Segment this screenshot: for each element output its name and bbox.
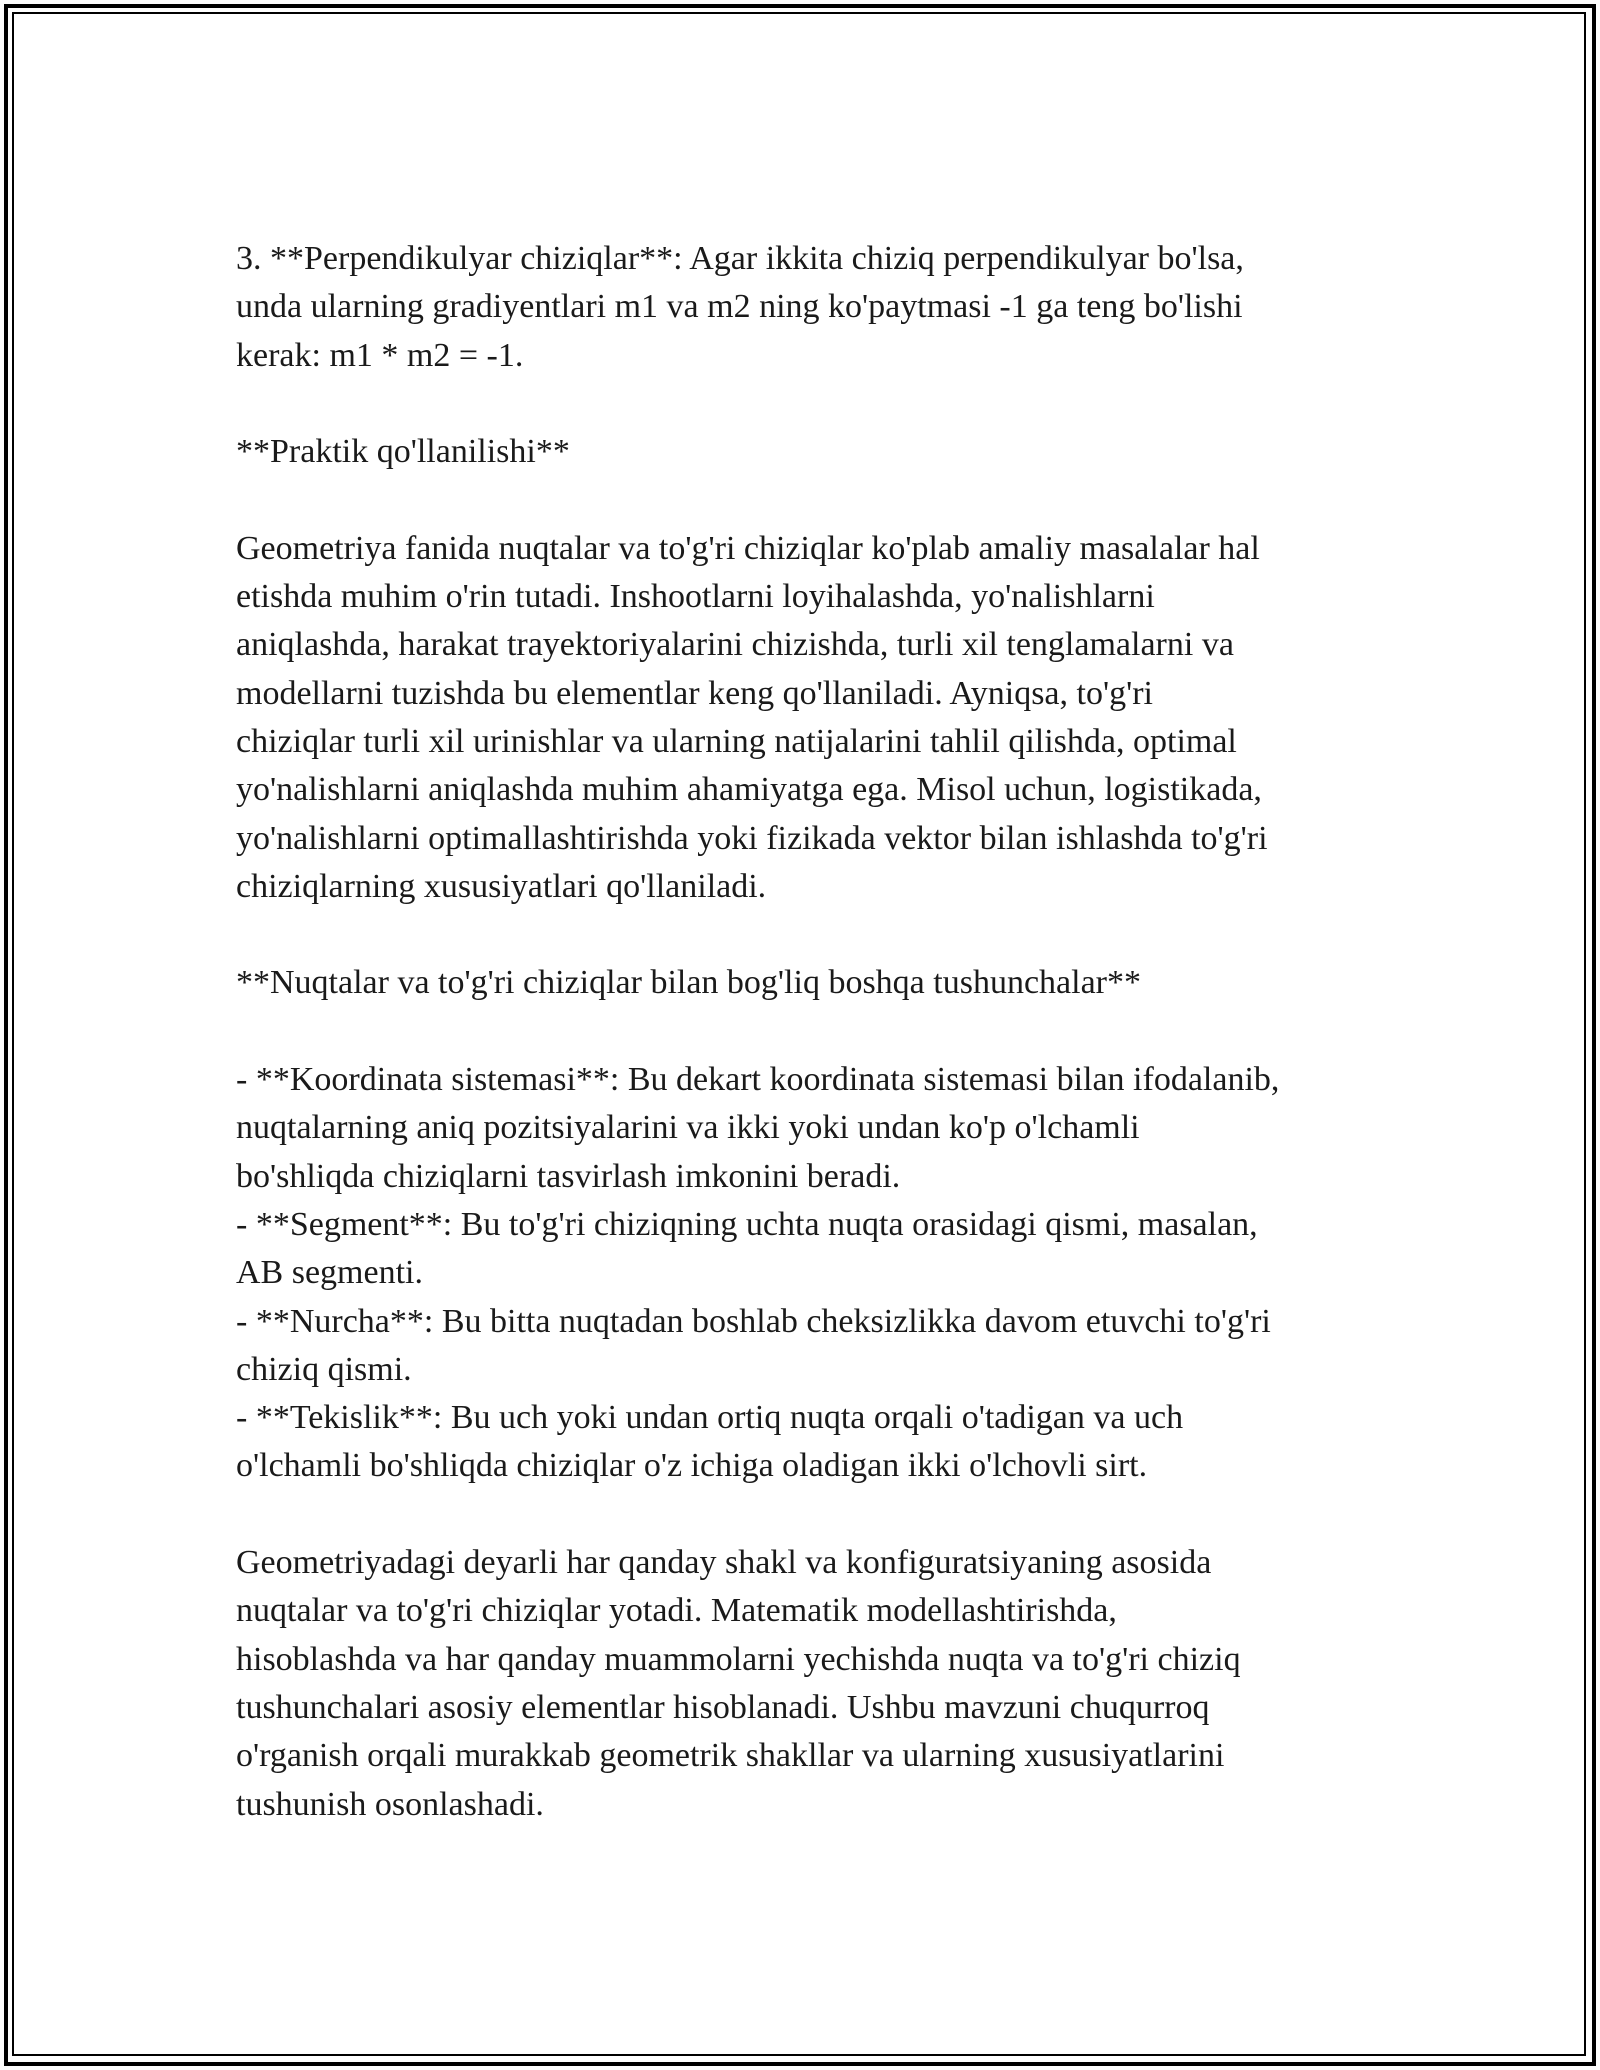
text-line: yo'nalishlarni optimallashtirishda yoki fizikada vektor bilan ishlashda to'g'ri: [236, 819, 1268, 857]
text-line: Geometriya fanida nuqtalar va to'g'ri chiziqlar ko'plab amaliy masalalar hal: [236, 529, 1260, 567]
list-related-concepts: [236, 1056, 1386, 1491]
heading-practical-use: [236, 428, 1386, 476]
text-line: o'rganish orqali murakkab geometrik shakllar va ularning xususiyatlarini: [236, 1737, 1225, 1775]
heading-related-concepts: [236, 959, 1386, 1007]
document-body: [236, 235, 1386, 1877]
list-item-line: chiziq qismi.: [236, 1350, 412, 1388]
paragraph-conclusion: [236, 1539, 1386, 1829]
list-item-line: - **Tekislik**: Bu uch yoki undan ortiq nuqta orqali o'tadigan va uch: [236, 1399, 1184, 1437]
text-line: yo'nalishlarni aniqlashda muhim ahamiyatga ega. Misol uchun, logistikada,: [236, 771, 1262, 809]
text-line: chiziqlarning xususiyatlari qo'llaniladi.: [236, 867, 767, 905]
text-line: etishda muhim o'rin tutadi. Inshootlarni loyihalashda, yo'nalishlarni: [236, 578, 1155, 616]
text-line: aniqlashda, harakat trayektoriyalarini chizishda, turli xil tenglamalarni va: [236, 626, 1234, 664]
text-line: hisoblashda va har qanday muammolarni yechishda nuqta va to'g'ri chiziq: [236, 1640, 1241, 1678]
list-item-line: nuqtalarning aniq pozitsiyalarini va ikki yoki undan ko'p o'lchamli: [236, 1109, 1140, 1147]
list-item-line: - **Segment**: Bu to'g'ri chiziqning uchta nuqta orasidagi qismi, masalan,: [236, 1205, 1258, 1243]
text-line: modellarni tuzishda bu elementlar keng qo'llaniladi. Ayniqsa, to'g'ri: [236, 674, 1153, 712]
paragraph-perpendicular-lines: [236, 235, 1386, 380]
text-line: tushunish osonlashadi.: [236, 1785, 544, 1823]
paragraph-practical-use: [236, 525, 1386, 911]
text-line: 3. **Perpendikulyar chiziqlar**: Agar ikkita chiziq perpendikulyar bo'lsa,: [236, 240, 1244, 277]
text-line: kerak: m1 * m2 = -1.: [236, 336, 524, 374]
text-line: nuqtalar va to'g'ri chiziqlar yotadi. Matematik modellashtirishda,: [236, 1592, 1117, 1630]
heading-text: **Praktik qo'llanilishi**: [236, 433, 570, 471]
heading-text: **Nuqtalar va to'g'ri chiziqlar bilan bog'liq boshqa tushunchalar**: [236, 964, 1141, 1002]
list-item-line: - **Nurcha**: Bu bitta nuqtadan boshlab cheksizlikka davom etuvchi to'g'ri: [236, 1302, 1271, 1340]
text-line: tushunchalari asosiy elementlar hisoblanadi. Ushbu mavzuni chuqurroq: [236, 1688, 1210, 1726]
list-item-line: - **Koordinata sistemasi**: Bu dekart koordinata sistemasi bilan ifodalanib,: [236, 1061, 1280, 1099]
list-item-line: bo'shliqda chiziqlarni tasvirlash imkonini beradi.: [236, 1157, 901, 1195]
text-line: chiziqlar turli xil urinishlar va ularning natijalarini tahlil qilishda, optimal: [236, 722, 1237, 760]
text-line: Geometriyadagi deyarli har qanday shakl va konfiguratsiyaning asosida: [236, 1544, 1212, 1582]
list-item-line: AB segmenti.: [236, 1254, 423, 1292]
list-item-line: o'lchamli bo'shliqda chiziqlar o'z ichiga oladigan ikki o'lchovli sirt.: [236, 1447, 1148, 1485]
text-line: unda ularning gradiyentlari m1 va m2 ning ko'paytmasi -1 ga teng bo'lishi: [236, 288, 1243, 326]
